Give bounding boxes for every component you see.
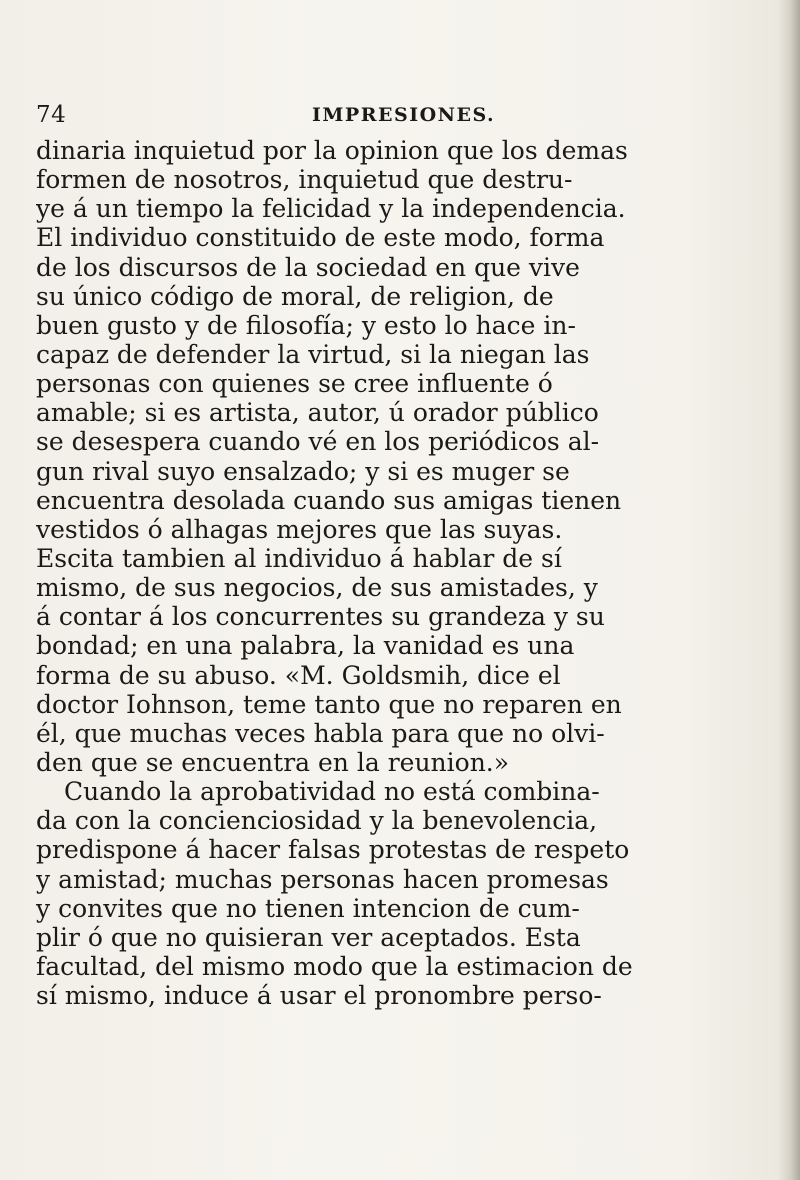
text-line: amable; si es artista, autor, ú orador público <box>36 398 599 428</box>
text-line: encuentra desolada cuando sus amigas tienen <box>36 485 622 515</box>
text-line: sí mismo, induce á usar el pronombre perso- <box>36 981 602 1011</box>
page-number: 74 <box>36 102 67 128</box>
text-line: de los discursos de la sociedad en que vive <box>36 252 580 282</box>
text-line: bondad; en una palabra, la vanidad es una <box>36 631 575 661</box>
text-line: predispone á hacer falsas protestas de respeto <box>36 835 630 865</box>
page-edge-shadow <box>778 0 800 1180</box>
text-line: vestidos ó alhagas mejores que las suyas. <box>36 514 563 544</box>
text-line: formen de nosotros, inquietud que destru- <box>36 165 573 195</box>
text-line: da con la concienciosidad y la benevolencia, <box>36 806 598 836</box>
text-line: capaz de defender la virtud, si la niegan las <box>36 339 590 369</box>
text-line: den que se encuentra en la reunion.» <box>36 747 510 777</box>
body-text <box>36 136 746 1010</box>
text-line: ye á un tiempo la felicidad y la independencia. <box>36 194 626 224</box>
text-line: Escita tambien al individuo á hablar de sí <box>36 543 562 573</box>
text-line: gun rival suyo ensalzado; y si es muger se <box>36 456 570 486</box>
page-header <box>36 102 736 132</box>
text-line: buen gusto y de filosofía; y esto lo hace in- <box>36 310 576 340</box>
running-title: IMPRESIONES. <box>312 104 496 126</box>
paragraph-start-line: Cuando la aprobatividad no está combina- <box>64 777 600 807</box>
text-line: plir ó que no quisieran ver aceptados. Esta <box>36 922 581 952</box>
text-line: y amistad; muchas personas hacen promesas <box>36 864 609 894</box>
text-line: á contar á los concurrentes su grandeza y su <box>36 602 605 632</box>
text-line: doctor Iohnson, teme tanto que no reparen en <box>36 689 622 719</box>
text-line: personas con quienes se cree influente ó <box>36 369 553 399</box>
text-line: su único código de moral, de religion, de <box>36 281 554 311</box>
text-line: se desespera cuando vé en los periódicos al- <box>36 427 600 457</box>
text-line: El individuo constituido de este modo, forma <box>36 223 605 253</box>
text-line: él, que muchas veces habla para que no olvi- <box>36 718 605 748</box>
text-line: mismo, de sus negocios, de sus amistades, y <box>36 573 598 603</box>
text-line: dinaria inquietud por la opinion que los demas <box>36 136 628 165</box>
text-line: forma de su abuso. «M. Goldsmih, dice el <box>36 660 561 690</box>
text-line: facultad, del mismo modo que la estimacion de <box>36 951 633 981</box>
text-line: y convites que no tienen intencion de cum- <box>36 893 580 923</box>
